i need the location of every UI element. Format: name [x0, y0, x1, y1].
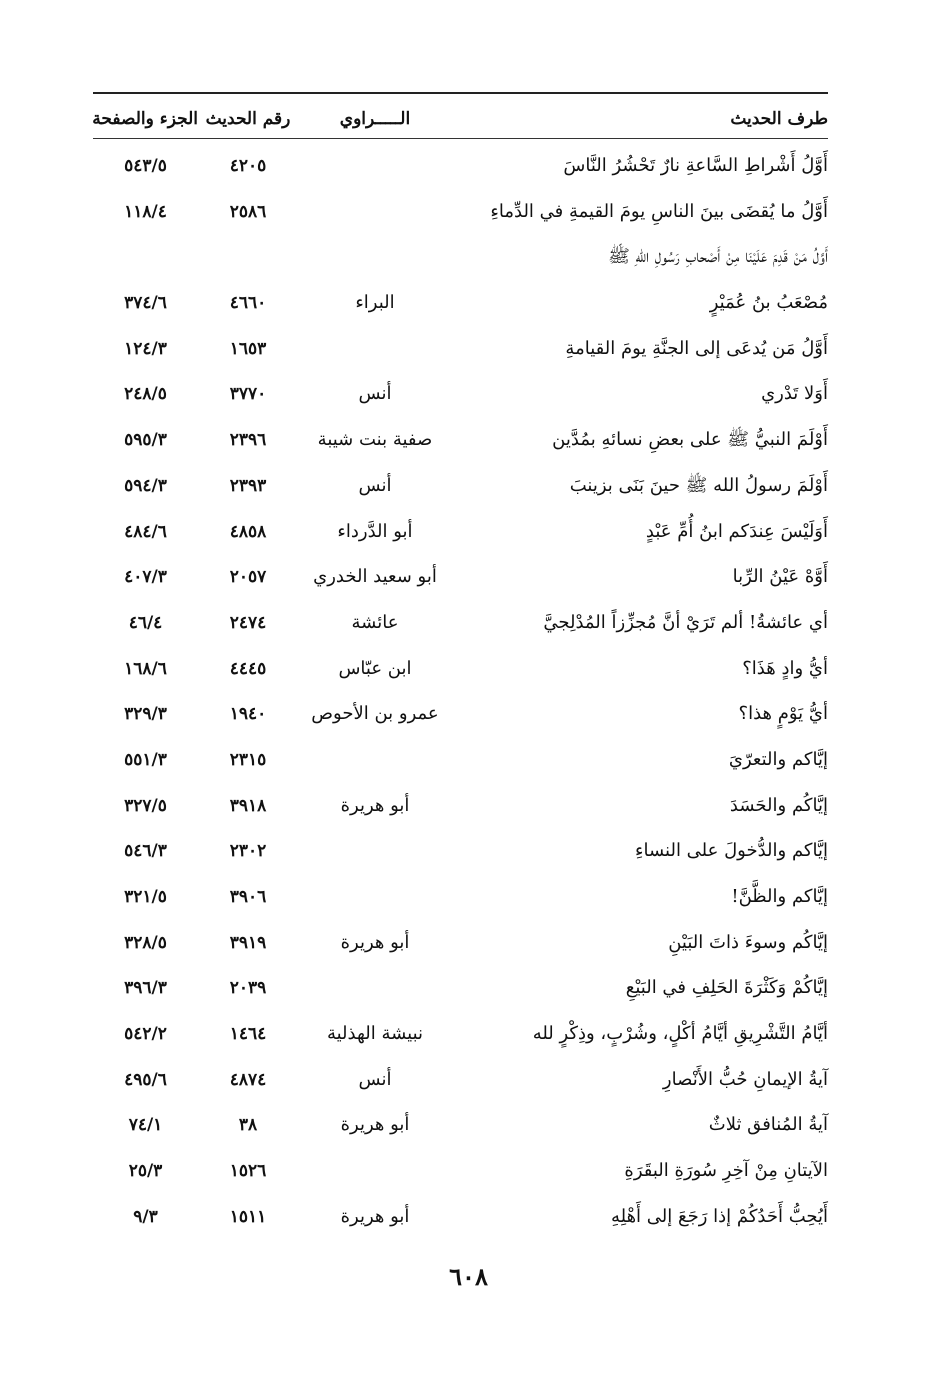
table-row	[93, 1153, 828, 1199]
volume-page: ٣٧٤/٦	[124, 293, 167, 314]
table-row	[93, 514, 828, 560]
table-row	[93, 742, 828, 788]
header-volume-page: الجزء والصفحة	[92, 109, 198, 129]
hadith-number: ٣٩١٩	[229, 932, 267, 953]
hadith-text: أَوَّلُ أَشْراطِ السَّاعةِ نارٌ تَحْشُرُ النَّاسَ	[563, 155, 828, 176]
table-row	[93, 468, 828, 514]
table-row	[93, 239, 828, 285]
hadith-text: الآيتانِ مِنْ آخِرِ سُورَةِ البقَرَةِ	[624, 1160, 828, 1182]
table-header	[93, 104, 828, 136]
hadith-text: إيَّاكُم وسوءَ ذاتَ البَيْنِ	[668, 931, 828, 953]
hadith-text: أَوْلَمَ رسولُ الله ﷺ حينَ بَنَى بزينبَ	[569, 474, 828, 496]
narrator: أبو هريرة	[340, 931, 410, 953]
narrator: عمرو بن الأحوص	[311, 703, 439, 725]
narrator: أنس	[358, 1068, 392, 1090]
table-row	[93, 1062, 828, 1108]
volume-page: ٣٢٨/٥	[124, 932, 167, 953]
table-row	[93, 651, 828, 697]
volume-page: ٢٤٨/٥	[124, 384, 167, 405]
hadith-number: ٣٧٧٠	[229, 384, 267, 405]
hadith-text: أَوْلَمَ النبيُّ ﷺ على بعضِ نسائهِ بمُدَّين	[552, 429, 828, 451]
hadith-index-table	[93, 148, 828, 1245]
volume-page: ٧٤/١	[128, 1115, 163, 1136]
hadith-number: ٢٠٥٧	[229, 567, 267, 588]
hadith-number: ٣٩١٨	[229, 795, 267, 816]
hadith-number: ٤٤٤٥	[229, 658, 267, 679]
header-narrator: الـــــراوي	[339, 109, 411, 129]
hadith-number: ٣٨	[238, 1115, 258, 1136]
narrator: صفية بنت شيبة	[317, 429, 433, 451]
volume-page: ٥٥١/٣	[124, 749, 167, 770]
volume-page: ٤٨٤/٦	[124, 521, 167, 542]
narrator: أبو هريرة	[340, 1114, 410, 1136]
volume-page: ١٢٤/٣	[124, 338, 167, 359]
table-row	[93, 194, 828, 240]
narrator: أبو الدَّرداء	[337, 520, 413, 542]
table-row	[93, 285, 828, 331]
hadith-number: ٢٣٩٣	[229, 475, 267, 496]
volume-page: ٥٤٢/٢	[124, 1024, 167, 1045]
table-row	[93, 148, 828, 194]
volume-page: ٥٩٤/٣	[124, 475, 167, 496]
hadith-text: أيَّامُ التَّشْرِيقِ أيَّامُ أكْلٍ، وشُرْبٍ، وذِكْرٍ لله	[532, 1023, 828, 1045]
volume-page: ٤٩٥/٦	[124, 1069, 167, 1090]
hadith-text: أَوَلا تَدْري	[761, 383, 828, 405]
table-row	[93, 1016, 828, 1062]
hadith-text: أَوَّلُ ما يُقضَى بينَ الناسِ يومَ القيمةِ في الدِّماءِ	[490, 200, 828, 222]
hadith-text: إيَّاكُم والحَسَدَ	[729, 794, 828, 816]
narrator: ابن عبّاس	[338, 657, 412, 679]
volume-page: ١٦٨/٦	[124, 658, 167, 679]
narrator: أبو هريرة	[340, 1205, 410, 1227]
volume-page: ٣٢٧/٥	[124, 795, 167, 816]
hadith-number: ١٥١١	[229, 1206, 267, 1227]
table-row	[93, 925, 828, 971]
hadith-number: ١٩٤٠	[229, 704, 267, 725]
hadith-text: آيةُ المُنافق ثلاثٌ	[708, 1114, 828, 1136]
hadith-number: ٤٢٠٥	[229, 156, 267, 176]
hadith-text: أيُّ وادٍ هَذَا؟	[742, 657, 828, 679]
volume-page: ٥٤٣/٥	[124, 156, 167, 176]
hadith-number: ١٥٢٦	[229, 1161, 267, 1182]
header-hadith-text: طرف الحديث	[730, 109, 828, 129]
narrator: نبيشة الهذلية	[326, 1023, 424, 1045]
top-rule	[93, 92, 828, 94]
volume-page: ٩/٣	[133, 1206, 158, 1227]
page-number: ٦٠٨	[449, 1262, 488, 1291]
hadith-number: ١٦٥٣	[229, 338, 267, 359]
hadith-text: أي عائشةُ! ألم تَرَيْ أنَّ مُجزِّزاً المُدْلِجيَّ	[543, 611, 828, 633]
table-row	[93, 788, 828, 834]
narrator: أبو سعيد الخدري	[313, 566, 437, 588]
hadith-text: أَوَلَيْسَ عِندَكم ابنُ أُمِّ عَبْدٍ	[645, 520, 828, 542]
hadith-number: ٣٩٠٦	[229, 887, 267, 907]
hadith-number: ٢٥٨٦	[229, 201, 267, 222]
volume-page: ٣٢٩/٣	[124, 704, 167, 725]
table-row	[93, 376, 828, 422]
table-row	[93, 696, 828, 742]
hadith-text: مُصْعَبُ بنُ عُمَيْرٍ	[709, 292, 828, 314]
narrator: أنس	[358, 474, 392, 496]
table-row	[93, 331, 828, 377]
volume-page: ٣٩٦/٣	[124, 978, 167, 999]
hadith-number: ٢٣٠٢	[229, 841, 267, 862]
hadith-text: أَوَّلُ مَن يُدعَى إلى الجنَّةِ يومَ القيامةِ	[565, 337, 828, 359]
table-row	[93, 970, 828, 1016]
hadith-number: ٢٣٩٦	[229, 430, 267, 451]
table-row	[93, 1199, 828, 1245]
table-row	[93, 559, 828, 605]
table-row	[93, 1107, 828, 1153]
table-row	[93, 605, 828, 651]
volume-page: ٣٢١/٥	[124, 887, 167, 907]
narrator: أنس	[358, 383, 392, 405]
volume-page: ٥٩٥/٣	[124, 430, 167, 451]
table-row	[93, 422, 828, 468]
hadith-number: ٤٨٧٤	[229, 1069, 267, 1090]
volume-page: ١١٨/٤	[124, 201, 167, 222]
header-hadith-number: رقم الحديث	[205, 109, 291, 129]
table-row	[93, 833, 828, 879]
hadith-text: آيةُ الإيمانِ حُبُّ الأَنْصارِ	[662, 1068, 828, 1090]
narrator: البراء	[355, 292, 395, 314]
hadith-number: ٤٨٥٨	[229, 521, 267, 542]
hadith-text: إيَّاكُمْ وَكَثْرَةَ الحَلِفِ في البَيْعِ	[625, 977, 828, 999]
hadith-text: إيَّاكم والتعرّيَ	[728, 748, 828, 770]
narrator: أبو هريرة	[340, 794, 410, 816]
narrator: عائشة	[351, 611, 399, 633]
hadith-number: ٢٠٣٩	[229, 978, 267, 999]
header-rule	[93, 138, 828, 139]
table-row	[93, 879, 828, 925]
hadith-number: ٢٤٧٤	[229, 612, 267, 633]
hadith-text: إيَّاكم والظَّنَّ!	[731, 886, 828, 907]
hadith-text: أَوَّلُ مَنْ قَدِمَ عَلَيْنَا مِنْ أَصْحابِ رَسُولِ اللهِ ﷺ	[608, 246, 828, 268]
hadith-number: ٤٦٦٠	[229, 293, 267, 314]
hadith-number: ١٤٦٤	[229, 1024, 267, 1045]
hadith-number: ٢٣١٥	[229, 749, 267, 770]
volume-page: ٢٥/٣	[128, 1161, 163, 1182]
hadith-text: إيَّاكم والدُّخولَ على النساءِ	[635, 840, 828, 862]
volume-page: ٥٤٦/٣	[124, 841, 167, 862]
hadith-text: أَوَّهْ عَيْنُ الرِّبا	[732, 566, 828, 588]
volume-page: ٤٠٧/٣	[124, 567, 167, 588]
hadith-text: أيُّ يَوْمٍ هذا؟	[738, 703, 828, 725]
volume-page: ٤٦/٤	[128, 612, 163, 633]
hadith-text: أَيُحِبُّ أَحَدُكُمْ إذا رَجَعَ إلى أَهْلِهِ	[610, 1205, 828, 1227]
